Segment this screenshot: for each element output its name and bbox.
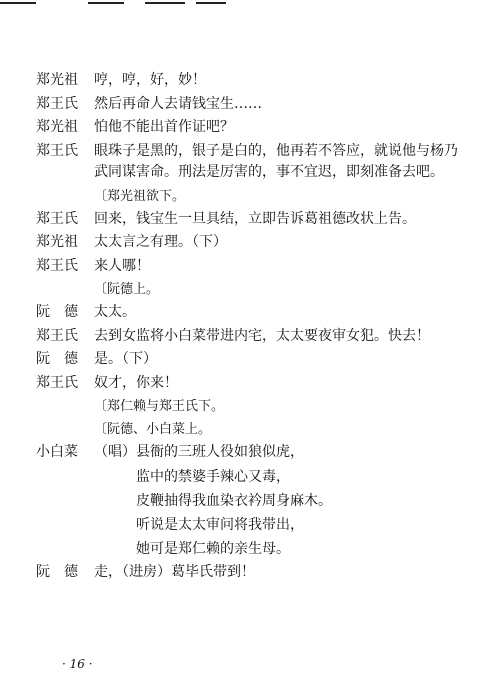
speaker-name: 郑王氏 [36, 95, 78, 112]
top-rule-fragments [0, 0, 477, 8]
dialogue-text: 太太。 [94, 304, 136, 320]
script-body [36, 70, 466, 585]
dialogue-text: 回来，钱宝生一旦具结，立即告诉葛祖德改状上告。 [94, 210, 416, 227]
dialogue-text: 去到女监将小白菜带进内宅，太太要夜审女犯。快去！ [94, 327, 430, 344]
dialogue-line [36, 117, 466, 139]
speaker-name: 郑王氏 [36, 374, 78, 391]
dialogue-line [36, 562, 466, 584]
rule-fragment [145, 2, 185, 4]
dialogue-text: 哼，哼，好，妙！ [94, 72, 206, 88]
rule-fragment [88, 2, 124, 4]
song-first-verse [94, 442, 466, 464]
dialogue-text: 奴才，你来！ [94, 374, 178, 391]
dialogue-text: 眼珠子是黑的，银子是白的，他再若不答应，就说他与杨乃武同谋害命。刑法是厉害的，事不宜迟，即刻准备去吧。 [94, 142, 458, 180]
speaker-name: 郑光祖 [36, 234, 78, 250]
stage-direction: 〔郑仁赖与郑王氏下。 [94, 399, 225, 414]
speaker-name: 郑王氏 [36, 257, 78, 274]
dialogue-text: 怕他不能出首作证吧？ [94, 119, 234, 135]
dialogue-text: 是。（下） [94, 351, 157, 367]
rule-fragment [0, 2, 36, 4]
dialogue-text: 然后再命人去请钱宝生…… [94, 95, 262, 112]
page-number: · 16 · [62, 657, 93, 671]
dialogue-line [36, 326, 466, 348]
dialogue-line [36, 70, 466, 92]
speaker-name: 小白菜 [36, 444, 78, 460]
dialogue-line [36, 302, 466, 324]
sing-tag: （唱） [94, 444, 136, 460]
dialogue-line [36, 232, 466, 254]
speaker-name: 郑王氏 [36, 327, 78, 344]
speaker-name: 阮 德 [36, 304, 78, 320]
song-verse: 监中的禁婆手辣心又毒， [136, 468, 290, 485]
song-line [36, 442, 466, 464]
rule-fragment [196, 2, 226, 4]
speaker-name: 郑光祖 [36, 119, 78, 135]
dialogue-line [36, 349, 466, 371]
dialogue-line [36, 141, 466, 184]
speaker-name: 阮 德 [36, 351, 78, 367]
verse-text: 县衙的三班人役如狼似虎， [136, 444, 304, 460]
stage-direction: 〔阮德、小白菜上。 [94, 422, 212, 437]
song-verse: 听说是太太审问将我带出， [136, 516, 304, 533]
dialogue-line [36, 94, 466, 116]
speaker-name: 郑王氏 [36, 142, 78, 159]
dialogue-line [36, 373, 466, 395]
dialogue-text: 来人哪！ [94, 257, 150, 274]
stage-direction: 〔阮德上。 [94, 282, 160, 297]
speaker-name: 阮 德 [36, 563, 78, 580]
song-verse: 皮鞭抽得我血染衣衿周身麻木。 [136, 492, 332, 509]
dialogue-text: 走，（进房）葛毕氏带到！ [94, 563, 255, 580]
speaker-name: 郑王氏 [36, 210, 78, 227]
dialogue-line [36, 256, 466, 278]
stage-direction: 〔郑光祖欲下。 [94, 188, 186, 204]
speaker-name: 郑光祖 [36, 72, 78, 88]
dialogue-line [36, 209, 466, 231]
dialogue-text: 太太言之有理。（下） [94, 234, 227, 250]
song-verse: 她可是郑仁赖的亲生母。 [136, 540, 290, 557]
